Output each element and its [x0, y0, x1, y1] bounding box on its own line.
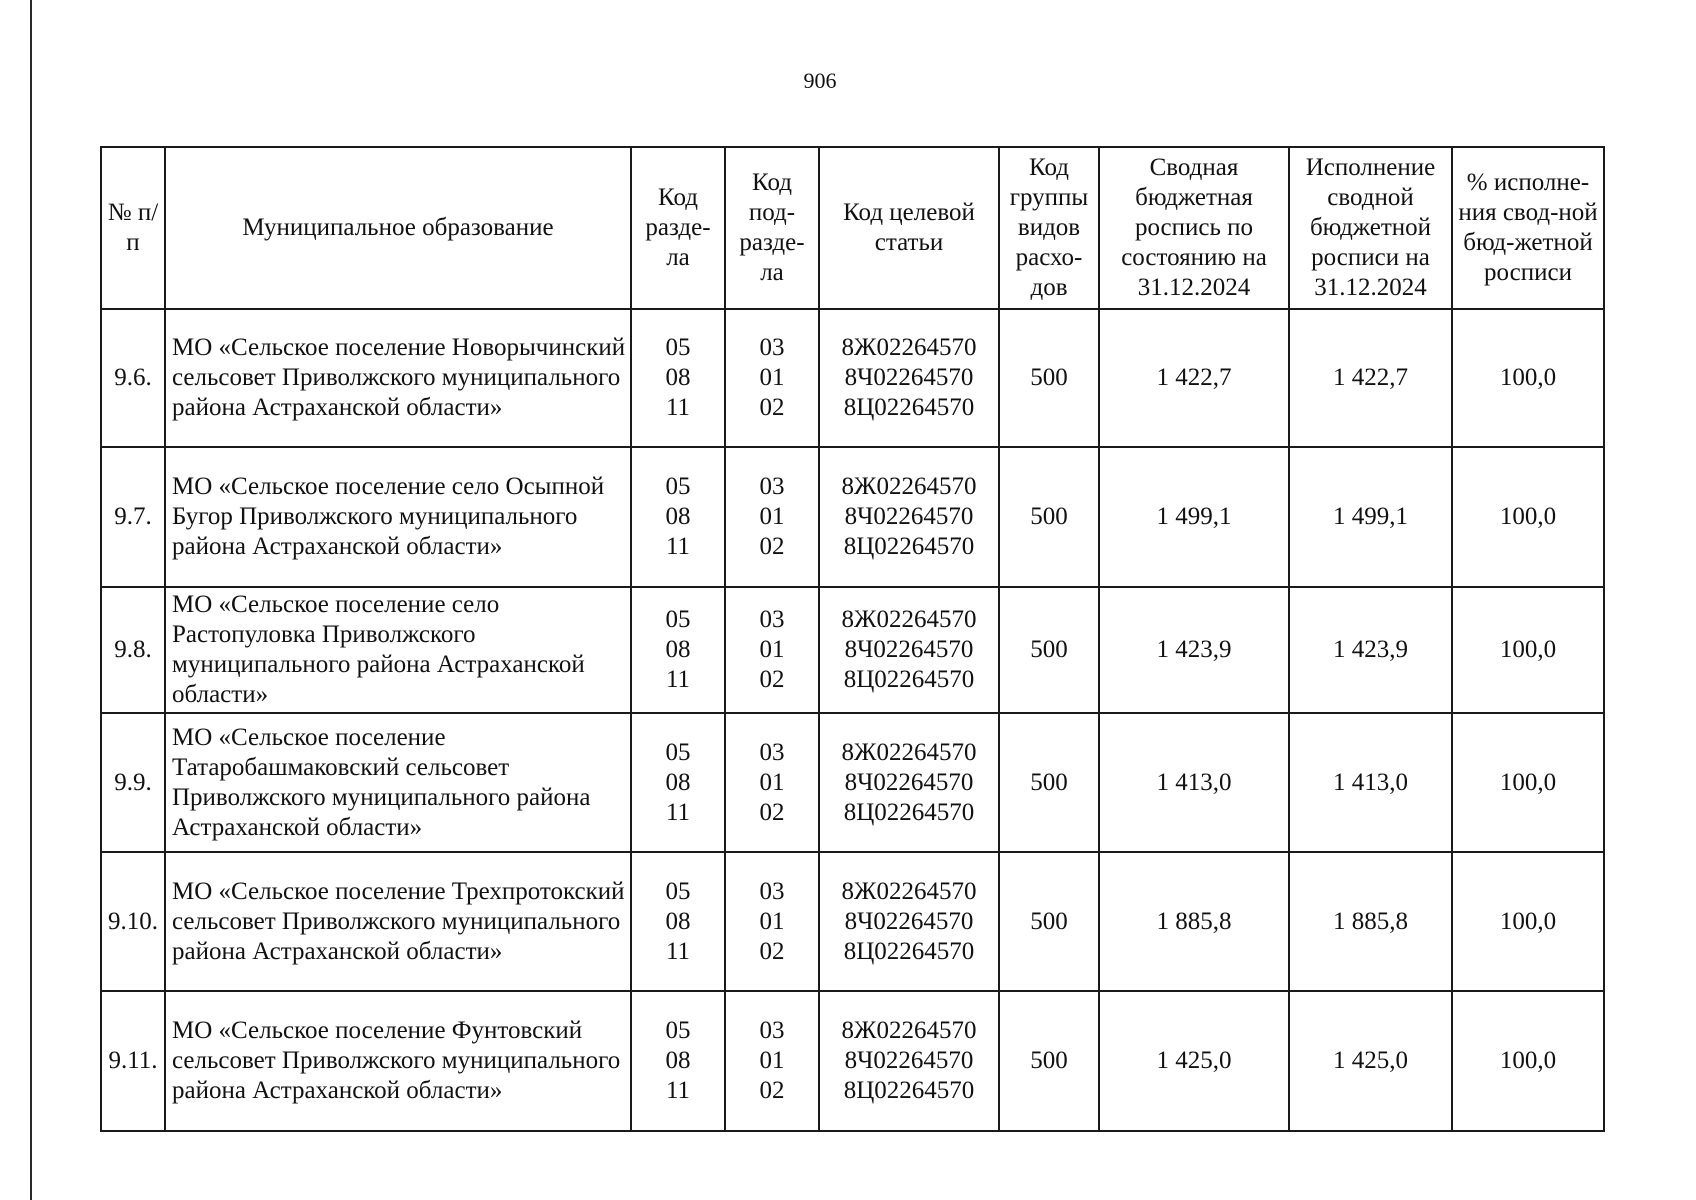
row-podrazdel-line: 02: [759, 798, 785, 826]
row-podrazdel: [725, 852, 819, 991]
row-podrazdel: [725, 309, 819, 447]
row-procent: 100,0: [1452, 587, 1604, 713]
row-num: 9.11.: [101, 991, 165, 1131]
row-mo-name: МО «Сельское поселение Татаробашмаковский сельсовет Приволжского муниципального района Астраханской области»: [165, 713, 631, 852]
row-gruppa: 500: [999, 852, 1099, 991]
header-ispolnenie: Исполнение сводной бюджетной росписи на 31.12.2024: [1289, 147, 1452, 309]
row-svodnaya: 1 413,0: [1099, 713, 1289, 852]
row-svodnaya: 1 423,9: [1099, 587, 1289, 713]
row-gruppa: 500: [999, 713, 1099, 852]
row-podrazdel-line: 03: [759, 334, 785, 361]
row-razdel-line: 08: [665, 907, 691, 935]
row-tselevoy-line: 8Ц02264570: [843, 666, 975, 693]
row-podrazdel-line: 01: [759, 364, 785, 391]
row-razdel-line: 11: [665, 798, 691, 826]
row-ispolnenie: 1 885,8: [1289, 852, 1452, 991]
row-mo-name: МО «Сельское поселение село Осыпной Бугор Приволжского муниципального района Астраханской области»: [165, 447, 631, 587]
scan-edge-line: [30, 0, 32, 1200]
table-row: [101, 309, 1604, 447]
row-tselevoy: [819, 587, 999, 713]
row-tselevoy-line: 8Ч02264570: [844, 636, 974, 663]
row-svodnaya: 1 499,1: [1099, 447, 1289, 587]
row-svodnaya: 1 425,0: [1099, 991, 1289, 1131]
row-podrazdel-line: 01: [759, 907, 785, 935]
row-podrazdel-line: 03: [759, 1017, 785, 1044]
row-tselevoy-line: 8Ц02264570: [843, 394, 975, 421]
row-razdel-line: 08: [665, 503, 691, 530]
row-num: 9.7.: [101, 447, 165, 587]
row-tselevoy-line: 8Ч02264570: [844, 907, 974, 935]
table-row: [101, 852, 1604, 991]
row-podrazdel-line: 02: [759, 937, 785, 965]
header-razdel: Код разде-ла: [631, 147, 725, 309]
row-tselevoy: [819, 447, 999, 587]
row-gruppa: 500: [999, 447, 1099, 587]
page-number: 906: [803, 68, 837, 93]
header-gruppa: Код группы видов расхо-дов: [999, 147, 1099, 309]
row-ispolnenie: 1 425,0: [1289, 991, 1452, 1131]
row-razdel: [631, 309, 725, 447]
row-podrazdel-line: 03: [759, 738, 785, 766]
row-razdel: [631, 587, 725, 713]
row-gruppa: 500: [999, 309, 1099, 447]
row-podrazdel: [725, 991, 819, 1131]
row-tselevoy: [819, 991, 999, 1131]
row-razdel-line: 08: [665, 364, 691, 391]
row-razdel: [631, 852, 725, 991]
table-row: [101, 587, 1604, 713]
row-podrazdel: [725, 447, 819, 587]
row-mo-name: МО «Сельское поселение Трехпротокский сельсовет Приволжского муниципального района Астраханской области»: [165, 852, 631, 991]
row-podrazdel-line: 02: [759, 394, 785, 421]
row-razdel-line: 11: [665, 937, 691, 965]
row-tselevoy-line: 8Ц02264570: [843, 798, 975, 826]
table-row: [101, 447, 1604, 587]
row-num: 9.9.: [101, 713, 165, 852]
row-tselevoy-line: 8Ч02264570: [844, 503, 974, 530]
row-svodnaya: 1 885,8: [1099, 852, 1289, 991]
row-razdel-line: 05: [665, 606, 691, 633]
row-razdel: [631, 447, 725, 587]
row-tselevoy-line: 8Ж02264570: [841, 877, 977, 905]
row-ispolnenie: 1 423,9: [1289, 587, 1452, 713]
row-razdel: [631, 713, 725, 852]
row-procent: 100,0: [1452, 713, 1604, 852]
row-tselevoy-line: 8Ж02264570: [841, 606, 977, 633]
row-podrazdel-line: 02: [759, 1077, 785, 1104]
row-tselevoy: [819, 713, 999, 852]
row-podrazdel-line: 01: [759, 1047, 785, 1074]
row-tselevoy-line: 8Ч02264570: [844, 768, 974, 796]
row-razdel-line: 05: [665, 334, 691, 361]
row-razdel-line: 05: [665, 1017, 691, 1044]
row-num: 9.8.: [101, 587, 165, 713]
header-num: № п/п: [101, 147, 165, 309]
row-podrazdel-line: 02: [759, 666, 785, 693]
row-razdel-line: 11: [665, 1077, 691, 1104]
row-razdel-line: 11: [665, 394, 691, 421]
row-procent: 100,0: [1452, 309, 1604, 447]
row-podrazdel-line: 03: [759, 473, 785, 500]
row-podrazdel-line: 03: [759, 606, 785, 633]
row-procent: 100,0: [1452, 852, 1604, 991]
row-tselevoy-line: 8Ч02264570: [844, 364, 974, 391]
row-podrazdel: [725, 587, 819, 713]
row-gruppa: 500: [999, 587, 1099, 713]
row-podrazdel: [725, 713, 819, 852]
row-tselevoy-line: 8Ц02264570: [843, 1077, 975, 1104]
row-razdel-line: 08: [665, 768, 691, 796]
row-tselevoy-line: 8Ц02264570: [843, 937, 975, 965]
row-podrazdel-line: 03: [759, 877, 785, 905]
row-num: 9.6.: [101, 309, 165, 447]
table-header-row: [101, 147, 1604, 309]
row-tselevoy-line: 8Ц02264570: [843, 533, 975, 560]
row-ispolnenie: 1 499,1: [1289, 447, 1452, 587]
row-svodnaya: 1 422,7: [1099, 309, 1289, 447]
row-mo-name: МО «Сельское поселение Фунтовский сельсовет Приволжского муниципального района Астраханской области»: [165, 991, 631, 1131]
row-tselevoy-line: 8Ж02264570: [841, 334, 977, 361]
row-procent: 100,0: [1452, 447, 1604, 587]
row-tselevoy-line: 8Ч02264570: [844, 1047, 974, 1074]
header-tselevoy: Код целевой статьи: [819, 147, 999, 309]
table-row: [101, 713, 1604, 852]
row-procent: 100,0: [1452, 991, 1604, 1131]
row-razdel-line: 11: [665, 666, 691, 693]
header-podrazdel: Код под-разде-ла: [725, 147, 819, 309]
row-podrazdel-line: 01: [759, 503, 785, 530]
row-podrazdel-line: 01: [759, 768, 785, 796]
row-podrazdel-line: 01: [759, 636, 785, 663]
row-razdel-line: 05: [665, 738, 691, 766]
row-tselevoy-line: 8Ж02264570: [841, 1017, 977, 1044]
row-tselevoy-line: 8Ж02264570: [841, 473, 977, 500]
table-row: [101, 991, 1604, 1131]
row-num: 9.10.: [101, 852, 165, 991]
row-razdel-line: 05: [665, 473, 691, 500]
budget-execution-table: [100, 146, 1605, 1132]
row-razdel-line: 05: [665, 877, 691, 905]
row-razdel-line: 08: [665, 636, 691, 663]
row-tselevoy: [819, 309, 999, 447]
row-podrazdel-line: 02: [759, 533, 785, 560]
header-procent: % исполне-ния свод-ной бюд-жетной росписи: [1452, 147, 1604, 309]
row-razdel: [631, 991, 725, 1131]
row-tselevoy-line: 8Ж02264570: [841, 738, 977, 766]
row-tselevoy: [819, 852, 999, 991]
row-gruppa: 500: [999, 991, 1099, 1131]
row-mo-name: МО «Сельское поселение село Растопуловка Приволжского муниципального района Астраханской области»: [165, 587, 631, 713]
row-razdel-line: 08: [665, 1047, 691, 1074]
header-svodnaya: Сводная бюджетная роспись по состоянию на 31.12.2024: [1099, 147, 1289, 309]
row-ispolnenie: 1 413,0: [1289, 713, 1452, 852]
row-mo-name: МО «Сельское поселение Новорычинский сельсовет Приволжского муниципального района Астраханской области»: [165, 309, 631, 447]
row-razdel-line: 11: [665, 533, 691, 560]
header-mo: Муниципальное образование: [165, 147, 631, 309]
row-ispolnenie: 1 422,7: [1289, 309, 1452, 447]
